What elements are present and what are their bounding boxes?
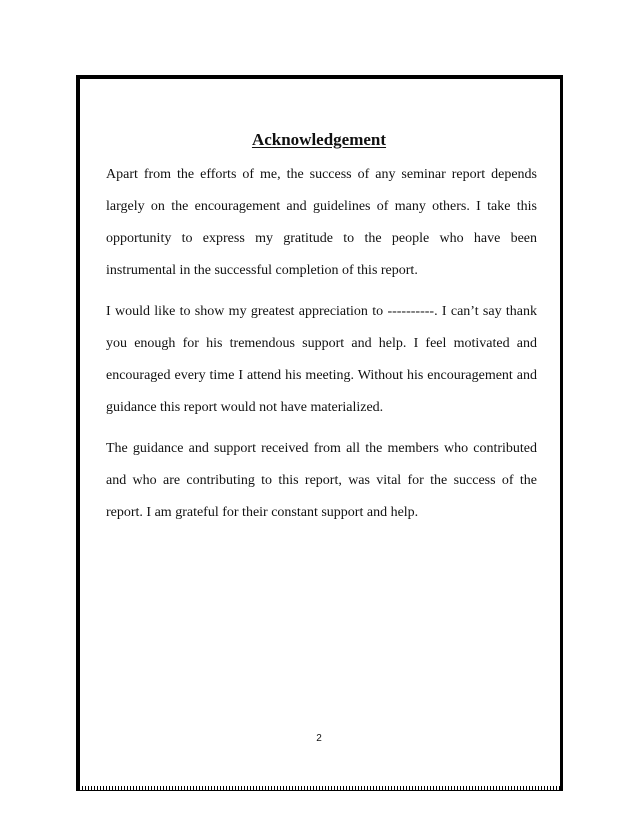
paragraph-2: I would like to show my greatest appreciation to ----------. I can’t say thank you enough for his tremendous support and help. I feel motivated and encouraged every time I attend his meeting. Without his encouragement and guidance this report would not have materialized. <box>106 304 537 415</box>
page-border-right <box>560 75 563 791</box>
paragraph-1: Apart from the efforts of me, the success of any seminar report depends largely on the encouragement and guidelines of many others. I take this opportunity to express my gratitude to the people who have been instrumental in the successful completion of this report. <box>106 167 537 278</box>
page-border-left <box>76 75 80 791</box>
page-border-bottom <box>76 786 563 791</box>
body-text <box>106 159 537 538</box>
page-title: Acknowledgement <box>251 130 387 149</box>
page-border-top <box>76 75 563 79</box>
page-number: 2 <box>316 733 322 744</box>
paragraph-3: The guidance and support received from all the members who contributed and who are contributing to this report, was vital for the success of the report. I am grateful for their constant support and help. <box>106 441 537 520</box>
